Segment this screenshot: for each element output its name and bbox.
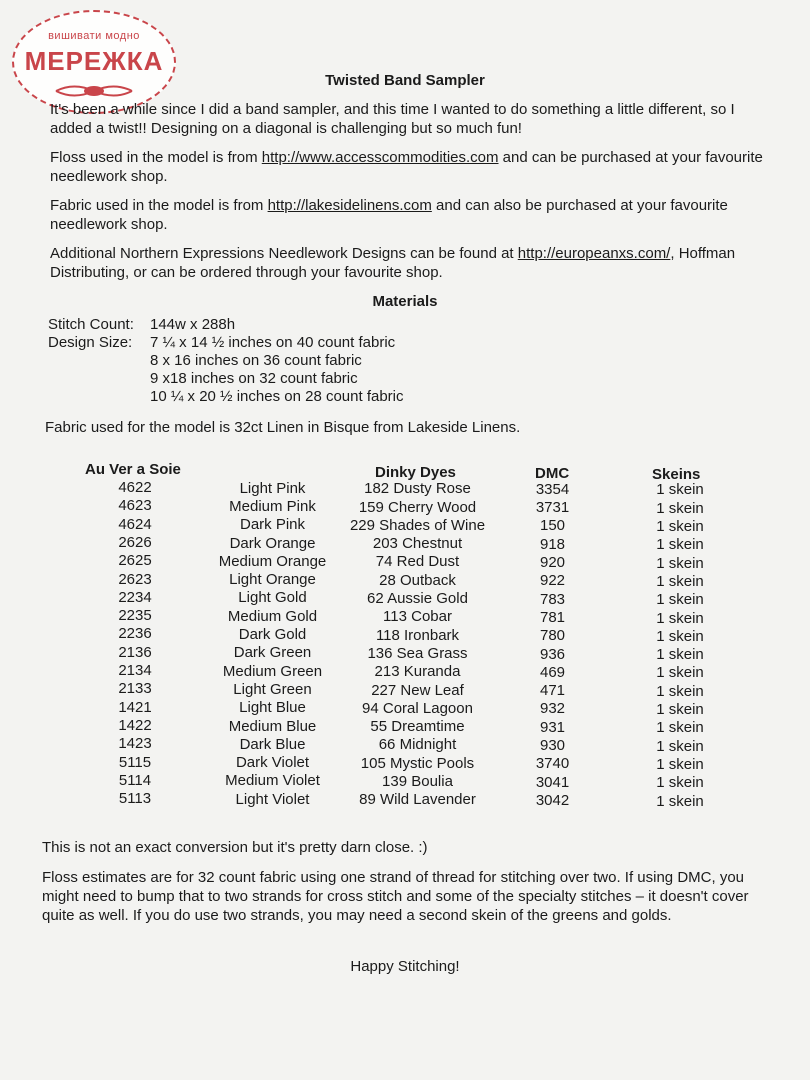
au-ver-a-soie-cell: 2134 <box>118 662 152 679</box>
floss-paragraph <box>50 148 770 186</box>
intro-paragraph: It's been a while since I did a band sampler, and this time I wanted to do something a little different, so I added a twist!! Designing on a diagonal is challenging but so much fun! <box>50 101 735 137</box>
dinky-dyes-cell: 55 Dreamtime <box>370 718 465 736</box>
conversion-note: This is not an exact conversion but it's pretty darn close. :) <box>42 839 428 856</box>
color-name-cell: Light Blue <box>239 699 306 717</box>
color-name-cell: Medium Violet <box>225 772 320 790</box>
au-ver-a-soie-cell: 2625 <box>118 552 152 570</box>
dinky-dyes-cell: 28 Outback <box>379 571 456 589</box>
color-name-cell: Medium Orange <box>218 552 327 570</box>
dinky-dyes-cell: 159 Cherry Wood <box>358 498 477 516</box>
dmc-cell: 930 <box>539 737 566 754</box>
dinky-dyes-cell: 113 Cobar <box>383 608 452 626</box>
dinky-dyes-cell: 118 Ironbark <box>375 626 460 644</box>
color-name-cell: Dark Blue <box>239 735 306 753</box>
color-name-cell: Light Orange <box>229 571 316 589</box>
au-ver-a-soie-cell: 1423 <box>118 735 152 753</box>
dmc-cell: 3042 <box>535 791 570 809</box>
color-name-cell: Dark Orange <box>229 534 316 552</box>
au-ver-a-soie-cell: 5114 <box>118 771 152 789</box>
au-ver-a-soie-cell: 2234 <box>118 588 152 606</box>
color-name-cell: Light Pink <box>239 479 306 497</box>
designs-paragraph <box>50 244 770 282</box>
fabric-text-end: and can also be purchased at your favourite needlework shop. <box>50 197 728 233</box>
dmc-cell: 780 <box>539 627 566 645</box>
dmc-cell: 936 <box>539 645 566 663</box>
skeins-cell: 1 skein <box>656 609 704 627</box>
design-size-1: 7 ¼ x 14 ½ inches on 40 count fabric <box>150 334 396 351</box>
dmc-cell: 920 <box>539 554 566 571</box>
color-name-cell: Dark Green <box>233 644 312 662</box>
dmc-cell: 469 <box>539 663 566 681</box>
dmc-cell: 783 <box>539 590 566 608</box>
skeins-cell: 1 skein <box>656 664 704 682</box>
color-name-cell: Medium Gold <box>227 607 318 625</box>
dinky-dyes-cell: 74 Red Dust <box>375 553 460 571</box>
dmc-cell: 3731 <box>535 499 570 517</box>
fabric-text: Fabric used in the model is from <box>50 197 268 214</box>
au-ver-a-soie-cell: 1421 <box>118 698 152 716</box>
dinky-dyes-cell: 227 New Leaf <box>371 681 464 699</box>
materials-heading: Materials <box>372 293 438 310</box>
color-name-cell: Light Gold <box>238 589 307 607</box>
au-ver-a-soie-cell: 2236 <box>118 625 152 643</box>
skeins-cell: 1 skein <box>656 701 704 718</box>
dmc-cell: 150 <box>539 517 566 535</box>
stitch-count-label: Stitch Count: <box>48 316 134 333</box>
dinky-dyes-cell: 105 Mystic Pools <box>360 754 475 772</box>
dmc-cell: 922 <box>539 572 566 590</box>
dmc-cell: 918 <box>539 535 566 553</box>
fabric-paragraph <box>50 196 770 234</box>
skeins-cell: 1 skein <box>656 481 704 499</box>
skeins-cell: 1 skein <box>656 792 704 810</box>
color-name-cell: Dark Pink <box>239 516 306 534</box>
stitch-count-value: 144w x 288h <box>150 316 236 333</box>
dmc-cell: 3354 <box>535 480 570 498</box>
dinky-dyes-cell: 136 Sea Grass <box>367 644 468 662</box>
dinky-dyes-cell: 182 Dusty Rose <box>364 480 471 498</box>
dmc-cell: 3740 <box>535 755 570 773</box>
color-name-cell: Medium Green <box>222 662 323 680</box>
au-ver-a-soie-cell: 5115 <box>118 753 152 771</box>
color-name-cell: Medium Pink <box>229 497 316 515</box>
brand-logo <box>12 10 176 114</box>
header-dmc: DMC <box>535 465 570 482</box>
dmc-cell: 781 <box>539 608 566 626</box>
floss-text: Floss used in the model is from <box>50 149 262 166</box>
au-ver-a-soie-cell: 4624 <box>118 515 152 533</box>
dmc-cell: 471 <box>539 682 566 700</box>
design-size-3: 9 x18 inches on 32 count fabric <box>150 370 358 387</box>
dinky-dyes-cell: 66 Midnight <box>378 736 457 754</box>
color-name-cell: Light Green <box>233 680 312 698</box>
color-name-cell: Medium Blue <box>228 717 317 735</box>
dinky-dyes-cell: 139 Boulia <box>382 773 453 790</box>
dinky-dyes-cell: 213 Kuranda <box>374 663 461 681</box>
skeins-cell: 1 skein <box>656 536 704 554</box>
au-ver-a-soie-cell: 2626 <box>118 533 152 551</box>
header-skeins: Skeins <box>652 466 701 483</box>
fabric-link[interactable]: http://lakesidelinens.com <box>267 197 432 214</box>
estimate-note: Floss estimates are for 32 count fabric using one strand of thread for stitching over two. If using DMC, you might need to bump that to two strands for cross stitch and some of the specialty stitches – it doesn't cover quite as well. If you do use two strands, you may need a second skein of the greens and golds. <box>42 869 749 924</box>
skeins-cell: 1 skein <box>656 774 704 792</box>
skeins-cell: 1 skein <box>656 627 704 645</box>
au-ver-a-soie-cell: 4622 <box>118 479 152 496</box>
page-title: Twisted Band Sampler <box>325 72 485 89</box>
skeins-cell: 1 skein <box>656 499 704 517</box>
dinky-dyes-cell: 94 Coral Lagoon <box>362 699 473 717</box>
logo-tagline: вишивати модно <box>48 30 140 42</box>
skeins-cell: 1 skein <box>656 554 704 572</box>
design-size-4: 10 ¼ x 20 ½ inches on 28 count fabric <box>150 388 404 405</box>
logo-brand: МЕРЕЖКА <box>24 46 164 76</box>
dmc-cell: 932 <box>539 700 566 718</box>
signoff: Happy Stitching! <box>350 958 460 975</box>
header-dinky-dyes: Dinky Dyes <box>375 464 456 481</box>
dmc-cell: 931 <box>539 718 566 736</box>
skeins-cell: 1 skein <box>656 755 704 773</box>
skeins-cell: 1 skein <box>656 591 704 609</box>
au-ver-a-soie-cell: 2235 <box>118 607 152 625</box>
au-ver-a-soie-cell: 2133 <box>118 680 152 698</box>
color-name-cell: Dark Gold <box>238 626 307 643</box>
au-ver-a-soie-cell: 2136 <box>118 643 152 661</box>
skeins-cell: 1 skein <box>656 737 704 755</box>
fabric-note: Fabric used for the model is 32ct Linen in Bisque from Lakeside Linens. <box>45 419 521 436</box>
header-au-ver-a-soie: Au Ver a Soie <box>85 461 181 478</box>
floss-link[interactable]: http://www.accesscommodities.com <box>261 149 499 166</box>
dinky-dyes-cell: 229 Shades of Wine <box>349 516 486 534</box>
au-ver-a-soie-cell: 4623 <box>118 497 152 515</box>
au-ver-a-soie-cell: 5113 <box>118 790 152 808</box>
designs-text: Additional Northern Expressions Needlework Designs can be found at <box>50 245 518 262</box>
design-size-2: 8 x 16 inches on 36 count fabric <box>150 352 362 369</box>
design-size-label: Design Size: <box>48 334 133 351</box>
designs-text-end: , Hoffman Distributing, or can be ordered through your favourite shop. <box>50 245 736 281</box>
dinky-dyes-cell: 89 Wild Lavender <box>359 791 476 809</box>
skeins-cell: 1 skein <box>656 719 704 737</box>
skeins-cell: 1 skein <box>656 682 704 700</box>
au-ver-a-soie-cell: 1422 <box>118 716 152 734</box>
dinky-dyes-cell: 203 Chestnut <box>372 535 463 553</box>
dmc-cell: 3041 <box>535 773 570 791</box>
dinky-dyes-cell: 62 Aussie Gold <box>367 590 468 607</box>
skeins-cell: 1 skein <box>656 518 704 535</box>
floss-text-end: and can be purchased at your favourite needlework shop. <box>50 149 763 185</box>
color-name-cell: Light Violet <box>235 790 310 808</box>
designs-link[interactable]: http://europeanxs.com/ <box>517 245 671 262</box>
au-ver-a-soie-cell: 2623 <box>118 570 152 588</box>
color-name-cell: Dark Violet <box>235 754 310 772</box>
skeins-cell: 1 skein <box>656 646 704 664</box>
skeins-cell: 1 skein <box>656 572 704 590</box>
